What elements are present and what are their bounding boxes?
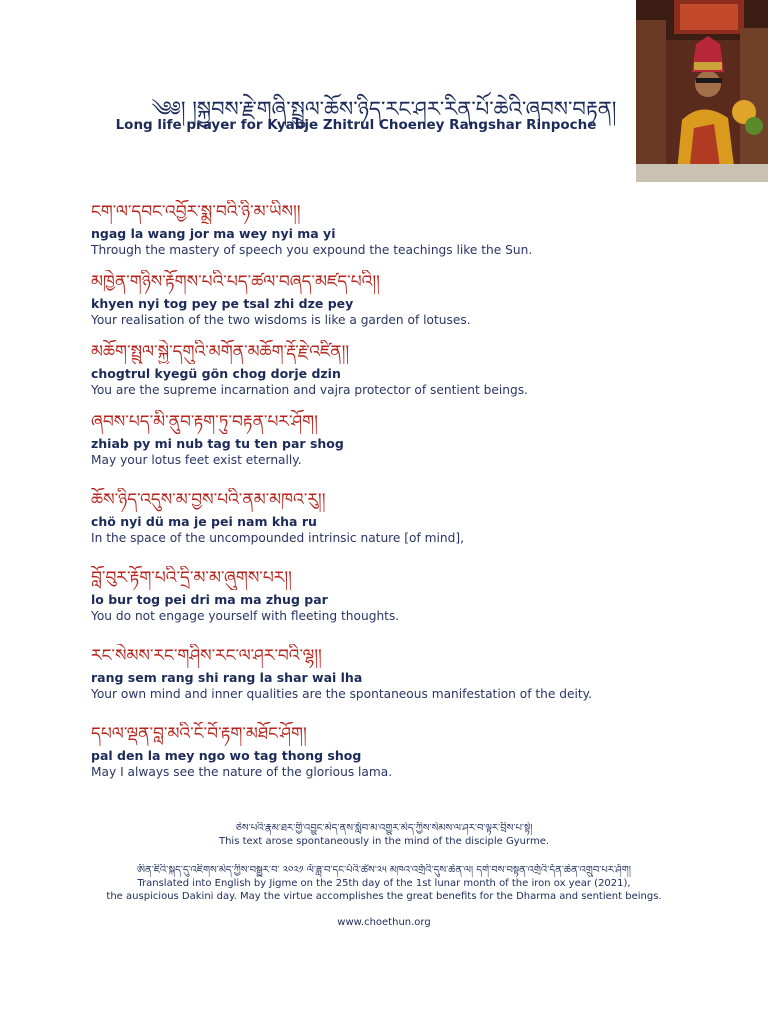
verse-phonetic: chö nyi dü ma je pei nam kha ru	[91, 514, 317, 529]
verse-1	[91, 200, 731, 258]
tibetan-title: ༄༅། །སྐྱབས་རྗེ་གཞི་སྤྲུལ་ཆོས་ཉིད་རང་ཤར་རིན་པོ་ཆེའི་ཞབས་བརྟན།	[151, 97, 617, 121]
verse-tibetan: ངག་ལ་དབང་འབྱོར་སྨྲ་བའི་ཉི་མ་ཡིས།།	[91, 202, 301, 222]
english-title: Long life prayer for Kyabje Zhitrul Choeney Rangshar Rinpoche	[115, 117, 597, 133]
translation-tibetan: ཨིན་ཇིའི་སྐད་དུ་འཇིགས་མེད་ཀྱིས་བསྒྱུར་བ་ ༢༠༢༡ ལོ་ཟླ་བ་དང་པོའི་ཚེས་༢༥ མཁའ་འགྲོའི་དུས་ཆེན་ལ། དགེ་བས་བསྟན་འགྲོའི་དོན་ཆེན་འགྲུབ་པར་ཤོག།	[137, 865, 631, 876]
translation-note	[0, 864, 768, 903]
colophon-tibetan: ཅེས་པའི་རྣམ་ཐར་གྱི་འབྱུང་མེད་ནས་སློབ་མ་འགྱུར་མེད་ཀྱིས་སེམས་ལ་ཤར་བ་ལྟར་བྲིས་པ་སྟེ།	[235, 823, 533, 834]
verse-translation: Your realisation of the two wisdoms is like a garden of lotuses.	[91, 313, 471, 327]
verse-tibetan: བློ་བུར་རྟོག་པའི་དྲི་མ་མ་ཞུགས་པར།།	[91, 568, 292, 588]
verse-phonetic: zhiab py mi nub tag tu ten par shog	[91, 436, 344, 451]
verse-phonetic: ngag la wang jor ma wey nyi ma yi	[91, 226, 336, 241]
verse-phonetic: lo bur tog pei dri ma ma zhug par	[91, 592, 328, 607]
verse-tibetan: ཞབས་པད་མི་ནུབ་རྟག་ཏུ་བརྟན་པར་ཤོག།	[91, 412, 318, 432]
verse-2	[91, 270, 731, 328]
verse-phonetic: pal den la mey ngo wo tag thong shog	[91, 748, 362, 763]
colophon-english: This text arose spontaneously in the mind of the disciple Gyurme.	[218, 836, 550, 847]
verse-6	[91, 566, 731, 624]
verse-tibetan: མཆོག་སྤྲུལ་སྐྱེ་དགུའི་མགོན་མཆོག་རྡོ་རྗེ་འཛིན།།	[91, 342, 350, 362]
website	[0, 916, 768, 929]
website-link[interactable]: www.choethun.org	[337, 917, 431, 928]
verse-phonetic: chogtrul kyegü gön chog dorje dzin	[91, 366, 341, 381]
verse-translation: May I always see the nature of the glorious lama.	[91, 765, 393, 779]
verse-phonetic: khyen nyi tog pey pe tsal zhi dze pey	[91, 296, 354, 311]
verse-translation: In the space of the uncompounded intrinsic nature [of mind],	[91, 531, 465, 545]
verse-translation: Your own mind and inner qualities are the spontaneous manifestation of the deity.	[91, 687, 593, 701]
verse-tibetan: མཁྱེན་གཉིས་རྟོགས་པའི་པད་ཚལ་བཞད་མཛད་པའི།།	[91, 272, 380, 292]
colophon	[0, 822, 768, 848]
verse-tibetan: རང་སེམས་རང་གཤིས་རང་ལ་ཤར་བའི་ལྷ།།	[91, 646, 322, 666]
translation-line-1: Translated into English by Jigme on the 25th day of the 1st lunar month of the iron ox year (2021),	[137, 878, 631, 889]
verse-8	[91, 722, 731, 780]
verse-7	[91, 644, 731, 702]
verse-phonetic: rang sem rang shi rang la shar wai lha	[91, 670, 363, 685]
verse-translation: You are the supreme incarnation and vajra protector of sentient beings.	[91, 383, 528, 397]
verse-3	[91, 340, 731, 398]
translation-line-2: the auspicious Dakini day. May the virtue accomplishes the great benefits for the Dharma and sentient beings.	[106, 891, 662, 902]
verse-translation: May your lotus feet exist eternally.	[91, 453, 302, 467]
verse-translation: You do not engage yourself with fleeting thoughts.	[91, 609, 400, 623]
verse-5	[91, 488, 731, 546]
verse-tibetan: ཆོས་ཉིད་འདུས་མ་བྱས་པའི་ནམ་མཁའ་རུ།།	[91, 490, 326, 510]
verse-translation: Through the mastery of speech you expound the teachings like the Sun.	[91, 243, 533, 257]
verse-4	[91, 410, 731, 468]
verse-tibetan: དཔལ་ལྡན་བླ་མའི་ངོ་བོ་རྟག་མཐོང་ཤོག།	[91, 724, 307, 744]
